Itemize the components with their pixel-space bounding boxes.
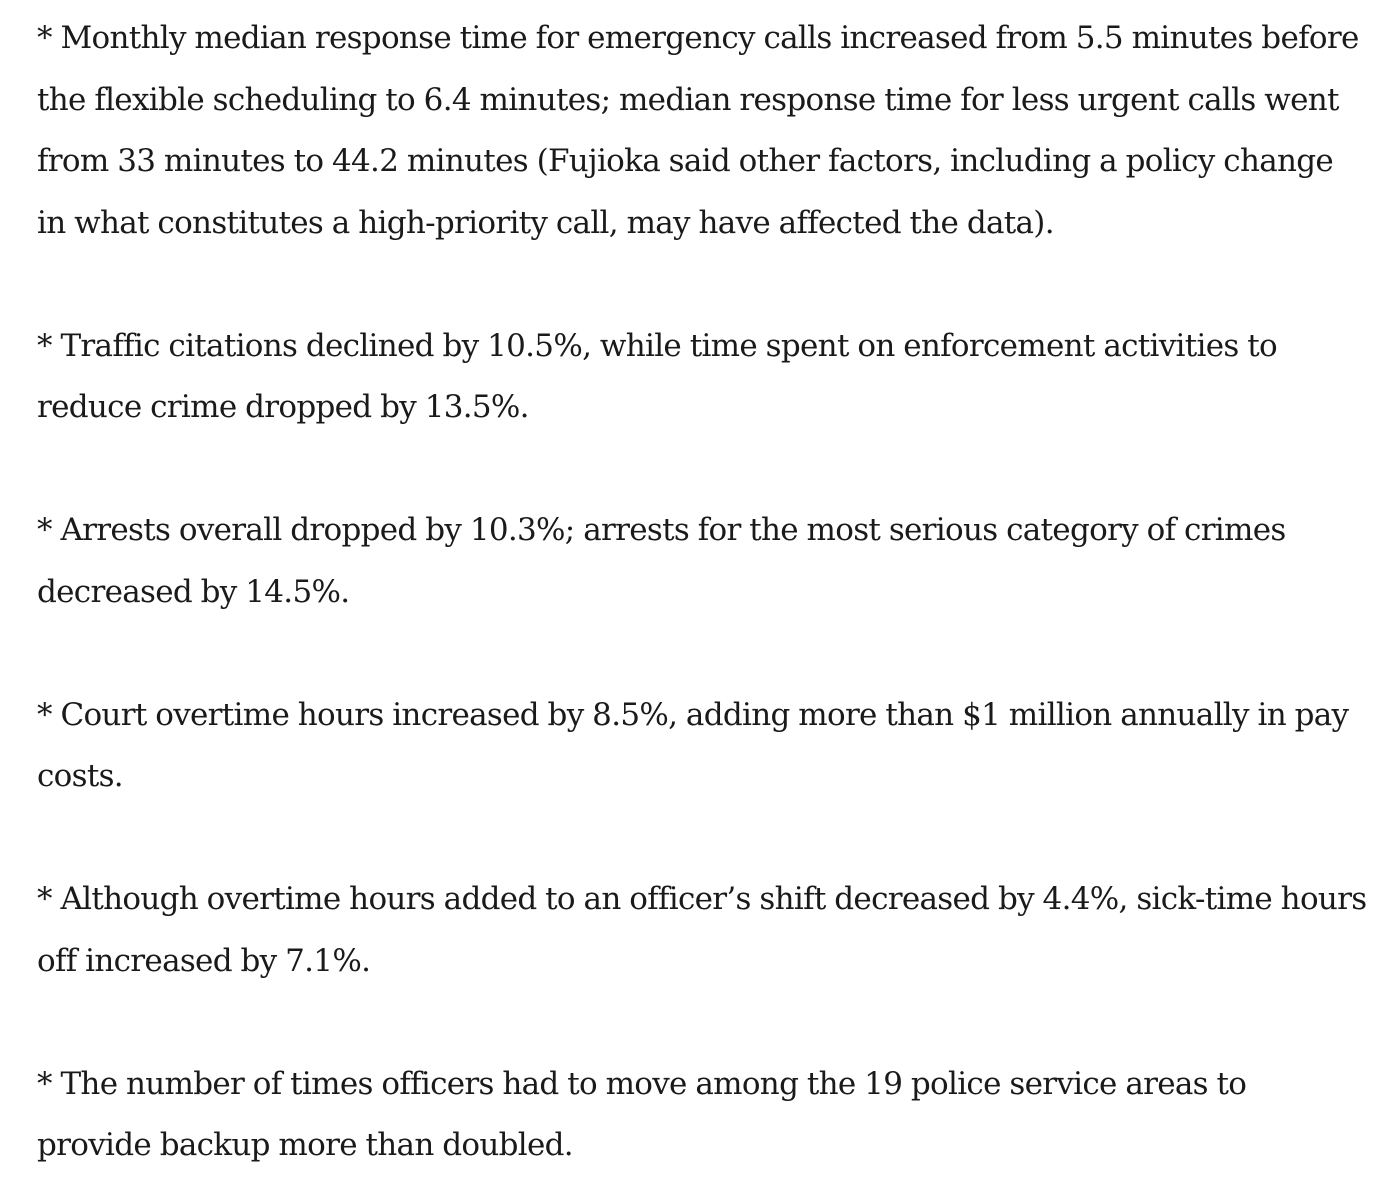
article-body: [37, 8, 1367, 1177]
bullet-response-times: * Monthly median response time for emergency calls increased from 5.5 minutes before the flexible scheduling to 6.4 minutes; median response time for less urgent calls went from 33 minutes to 44.2 minutes (Fujioka said other factors, including a policy change in what constitutes a high-priority call, may have affected the data).: [37, 20, 1359, 241]
bullet-arrests: * Arrests overall dropped by 10.3%; arrests for the most serious category of crimes decreased by 14.5%.: [37, 512, 1286, 610]
bullet-court-overtime: * Court overtime hours increased by 8.5%, adding more than $1 million annually in pay costs.: [37, 696, 1349, 794]
bullet-backup-moves: * The number of times officers had to move among the 19 police service areas to provide backup more than doubled.: [37, 1065, 1247, 1163]
bullet-overtime-sick-time: * Although overtime hours added to an officer’s shift decreased by 4.4%, sick-time hours off increased by 7.1%.: [37, 881, 1367, 979]
bullet-traffic-citations: * Traffic citations declined by 10.5%, while time spent on enforcement activities to reduce crime dropped by 13.5%.: [37, 327, 1277, 425]
